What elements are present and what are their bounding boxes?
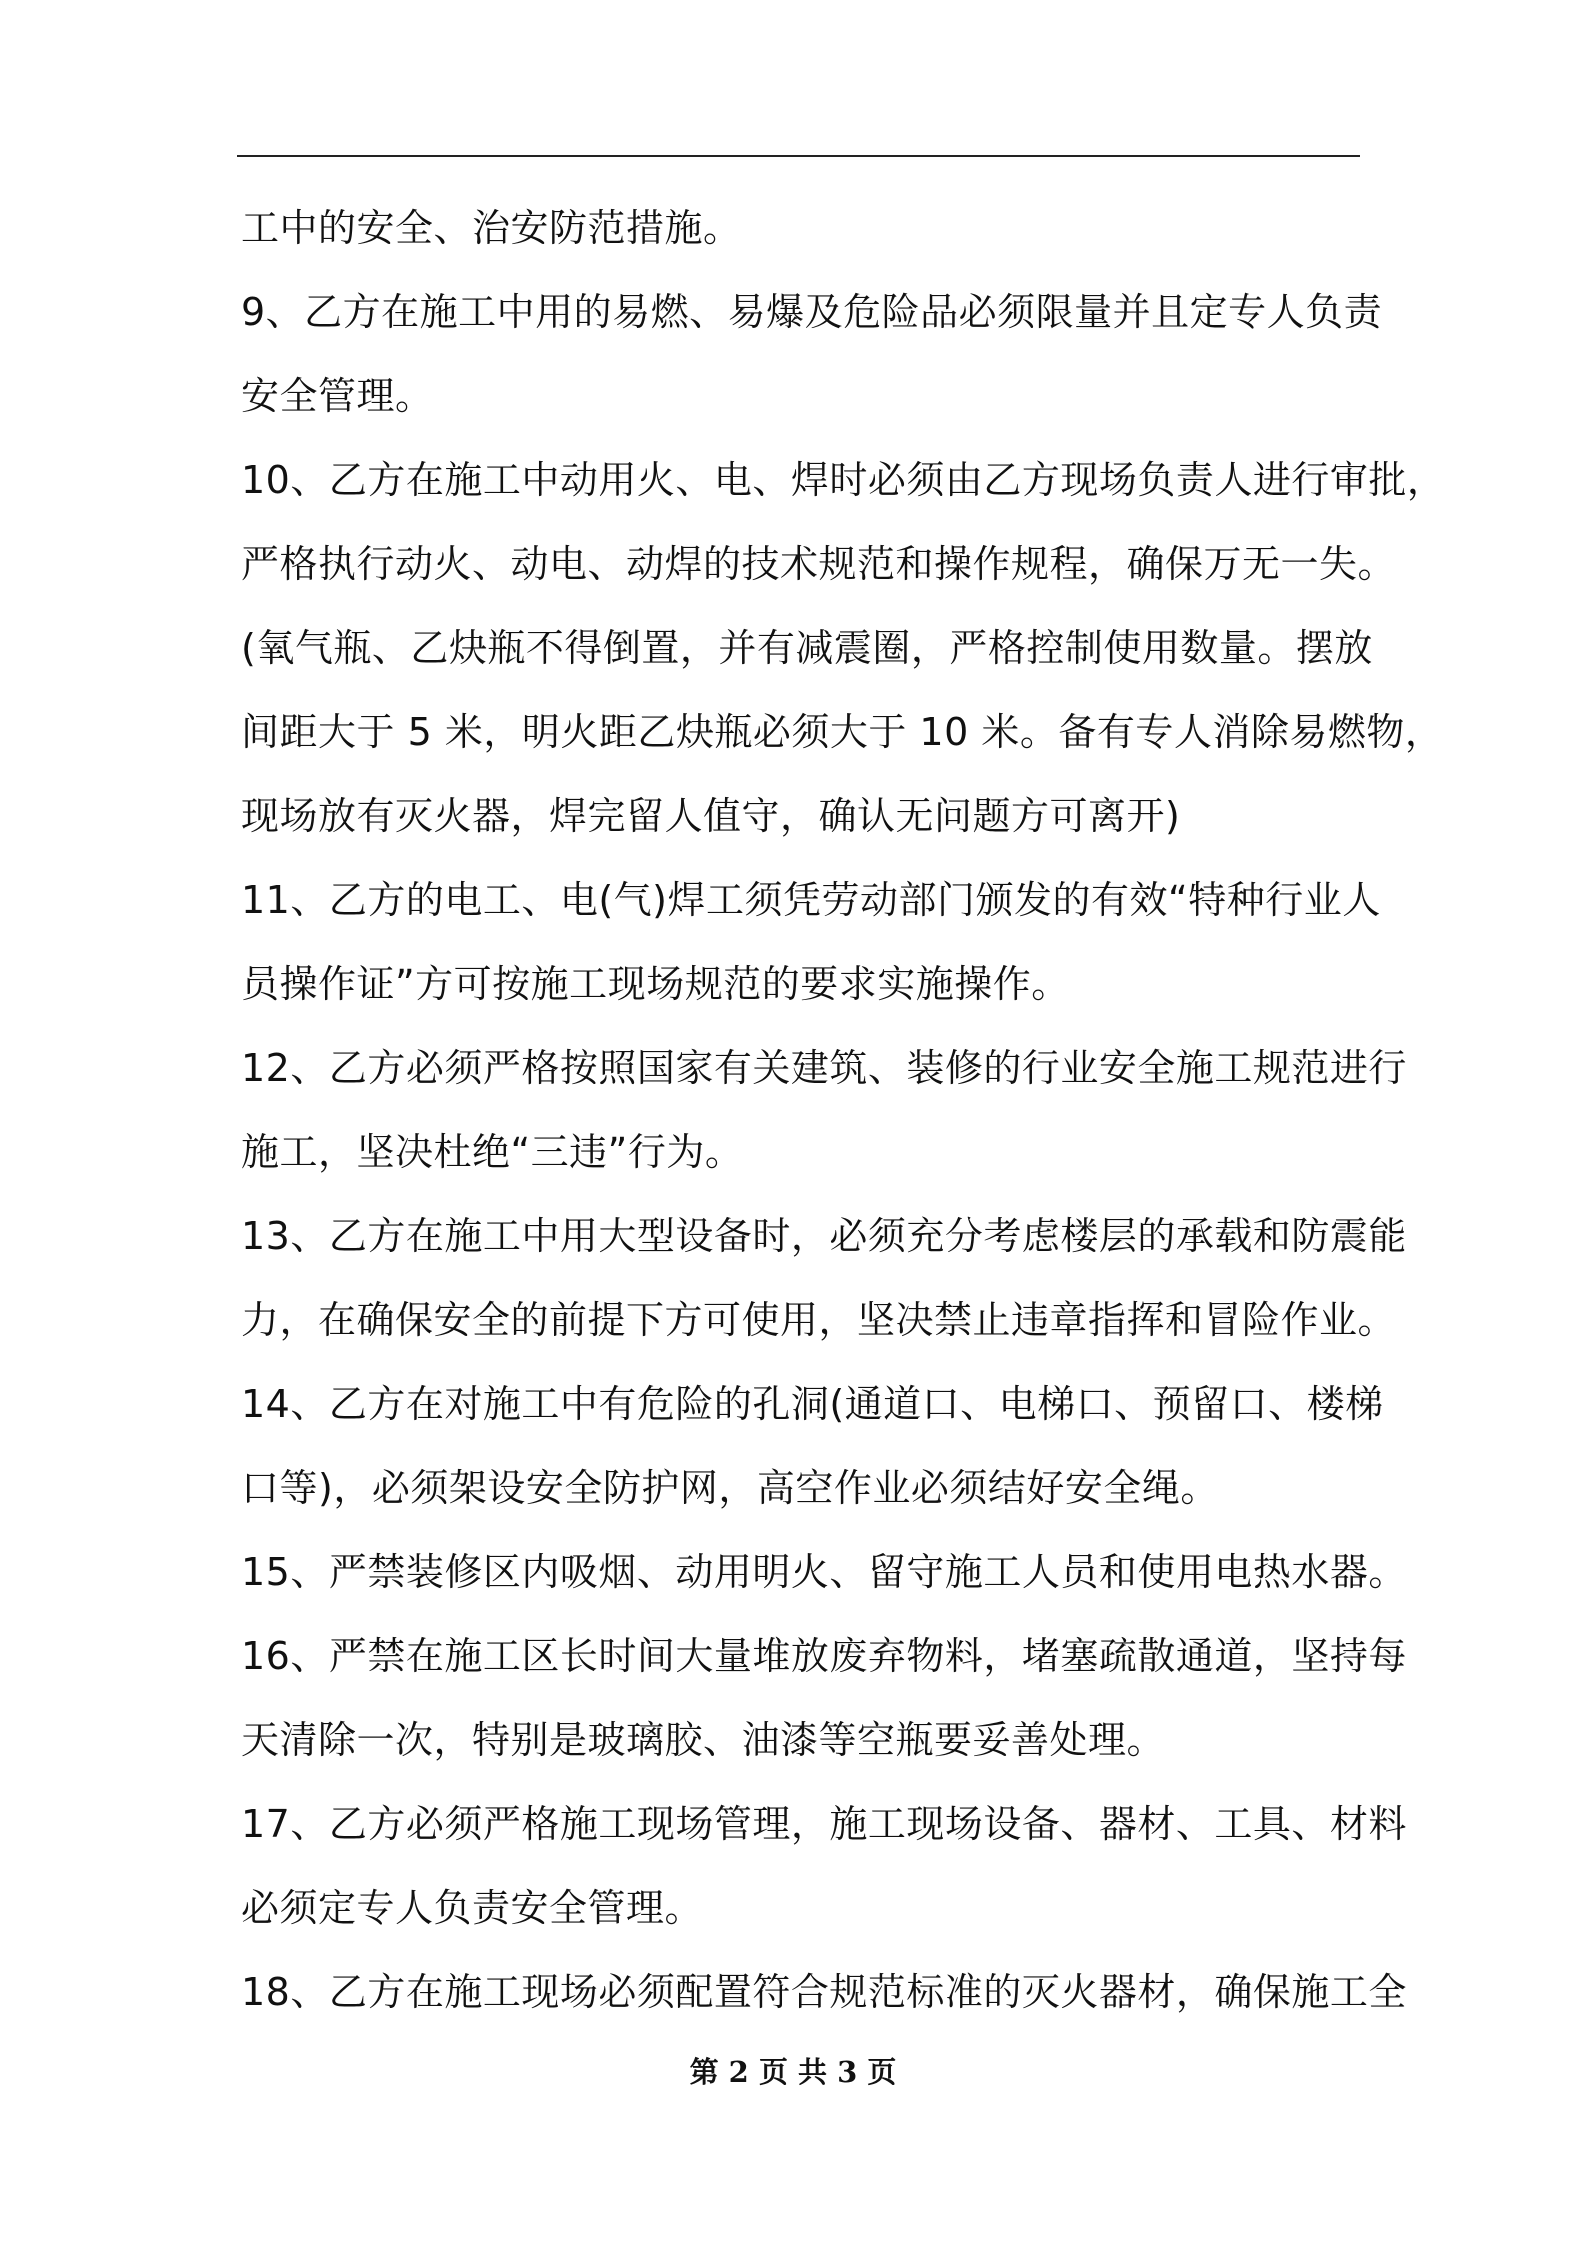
- paragraph-2-line-1: 严格执行动火、动电、动焊的技术规范和操作规程，确保万无一失。: [241, 542, 1397, 586]
- paragraph-3-line-0: 11、乙方的电工、电(气)焊工须凭劳动部门颁发的有效“特种行业人: [241, 878, 1381, 922]
- page-footer: [0, 2052, 1586, 2092]
- paragraph-10-line-0: 18、乙方在施工现场必须配置符合规范标准的灭火器材，确保施工全: [241, 1970, 1407, 2014]
- paragraph-1-line-1: 安全管理。: [241, 374, 434, 418]
- paragraph-5-line-1: 力，在确保安全的前提下方可使用，坚决禁止违章指挥和冒险作业。: [241, 1298, 1397, 1342]
- paragraph-0-line-0: 工中的安全、治安防范措施。: [241, 206, 742, 250]
- paragraph-4-line-1: 施工，坚决杜绝“三违”行为。: [241, 1130, 744, 1174]
- paragraph-6-line-1: 口等)，必须架设安全防护网，高空作业必须结好安全绳。: [241, 1466, 1219, 1510]
- paragraph-2-line-2: (氧气瓶、乙炔瓶不得倒置，并有减震圈，严格控制使用数量。摆放: [241, 626, 1373, 670]
- paragraph-3-line-1: 员操作证”方可按施工现场规范的要求实施操作。: [241, 962, 1070, 1006]
- paragraph-8-line-0: 16、严禁在施工区长时间大量堆放废弃物料，堵塞疏散通道，坚持每: [241, 1634, 1407, 1678]
- paragraph-8-line-1: 天清除一次，特别是玻璃胶、油漆等空瓶要妥善处理。: [241, 1718, 1166, 1762]
- paragraph-9-line-0: 17、乙方必须严格施工现场管理，施工现场设备、器材、工具、材料: [241, 1802, 1407, 1846]
- page-number-label: 第 2 页 共 3 页: [689, 2055, 897, 2089]
- paragraph-2-line-4: 现场放有灭火器，焊完留人值守，确认无问题方可离开): [241, 794, 1181, 838]
- header-rule: [237, 155, 1360, 157]
- paragraph-1-line-0: 9、乙方在施工中用的易燃、易爆及危险品必须限量并且定专人负责: [241, 290, 1383, 334]
- paragraph-5-line-0: 13、乙方在施工中用大型设备时，必须充分考虑楼层的承载和防震能: [241, 1214, 1407, 1258]
- paragraph-4-line-0: 12、乙方必须严格按照国家有关建筑、装修的行业安全施工规范进行: [241, 1046, 1407, 1090]
- paragraph-7-line-0: 15、严禁装修区内吸烟、动用明火、留守施工人员和使用电热水器。: [241, 1550, 1407, 1594]
- paragraph-2-line-3: 间距大于 5 米，明火距乙炔瓶必须大于 10 米。备有专人消除易燃物，: [241, 710, 1444, 754]
- paragraph-6-line-0: 14、乙方在对施工中有危险的孔洞(通道口、电梯口、预留口、楼梯: [241, 1382, 1384, 1426]
- paragraph-2-line-0: 10、乙方在施工中动用火、电、焊时必须由乙方现场负责人进行审批，: [241, 458, 1446, 502]
- paragraph-9-line-1: 必须定专人负责安全管理。: [241, 1886, 704, 1930]
- document-body: [241, 186, 1446, 2034]
